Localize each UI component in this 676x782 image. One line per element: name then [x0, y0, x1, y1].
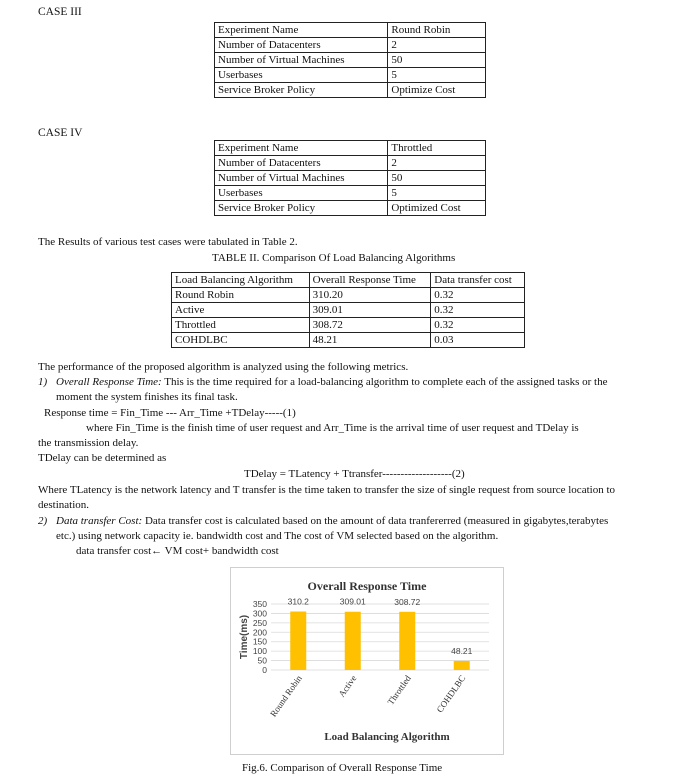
metric-1-number: 1) [38, 376, 48, 388]
y-tick-label: 350 [252, 599, 267, 609]
equation-2: TDelay = TLatency + Ttransfer-------------------(2) [244, 468, 465, 480]
figure-caption: Fig.6. Comparison of Overall Response Time [242, 762, 443, 774]
column-header: Data transfer cost [431, 273, 525, 288]
table-row [215, 186, 486, 201]
table-cell: 0.32 [431, 288, 525, 303]
table-header-row [172, 273, 525, 288]
table-cell: 308.72 [309, 318, 431, 333]
metric-1-body: This is the time required for a load-balancing algorithm to complete each of the assigned tasks or the [161, 376, 608, 388]
metric-2-number: 2) [38, 515, 48, 527]
row-label: Userbases [215, 68, 388, 83]
data-label: 48.21 [451, 645, 473, 656]
metric-1-line2: moment the system finishes its final task. [56, 391, 238, 403]
x-tick-label: Active [336, 673, 359, 699]
table-cell: 309.01 [309, 303, 431, 318]
metric-1-line1 [56, 375, 607, 390]
table-row [215, 171, 486, 186]
row-value: Round Robin [388, 23, 486, 38]
where-1b: the transmission delay. [38, 437, 139, 449]
case-iv-table [214, 140, 486, 216]
row-value: 2 [388, 156, 486, 171]
bar-throttled [399, 612, 415, 670]
y-tick-label: 300 [252, 608, 267, 619]
y-tick-label: 200 [252, 627, 267, 638]
metric-2-line1 [56, 514, 608, 529]
case-iii-table [214, 22, 486, 98]
column-header: Load Balancing Algorithm [172, 273, 310, 288]
where-2a: Where TLatency is the network latency and T transfer is the time taken to transfer the size of single request from source location to [38, 484, 615, 496]
table-cell: 0.32 [431, 303, 525, 318]
row-value: 5 [388, 68, 486, 83]
row-label: Number of Datacenters [215, 156, 388, 171]
table-row [172, 303, 525, 318]
table-cell: 0.32 [431, 318, 525, 333]
table-row [215, 201, 486, 216]
table-cell: Round Robin [172, 288, 310, 303]
where-1: where Fin_Time is the finish time of user request and Arr_Time is the arrival time of user request and TDelay is [86, 422, 579, 434]
table-row [172, 318, 525, 333]
table-row [215, 156, 486, 171]
row-label: Number of Datacenters [215, 38, 388, 53]
data-label: 308.72 [394, 596, 421, 607]
row-value: 2 [388, 38, 486, 53]
table2 [171, 272, 525, 348]
bar-round-robin [290, 612, 306, 670]
table-cell: Throttled [172, 318, 310, 333]
metric-2-body: Data transfer cost is calculated based on the amount of data tranfererred (measured in gigabytes,terabytes [142, 515, 609, 527]
table-row [215, 23, 486, 38]
row-label: Number of Virtual Machines [215, 53, 388, 68]
bar-cohdlbc [454, 661, 470, 670]
y-tick-label: 100 [252, 646, 267, 657]
data-label: 310.2 [287, 596, 309, 607]
bar-active [345, 612, 361, 670]
column-header: Overall Response Time [309, 273, 431, 288]
table-row [215, 83, 486, 98]
where-2b: destination. [38, 499, 90, 511]
table-row [215, 53, 486, 68]
table-cell: 310.20 [309, 288, 431, 303]
table-cell: 0.03 [431, 333, 525, 348]
case-iv-label: CASE IV [38, 127, 83, 139]
table-row [172, 333, 525, 348]
equation-1: Response time = Fin_Time --- Arr_Time +TDelay-----(1) [44, 407, 296, 419]
y-axis-label: Time(ms) [239, 614, 250, 660]
table-cell: Active [172, 303, 310, 318]
results-intro: The Results of various test cases were tabulated in Table 2. [38, 236, 298, 248]
row-label: Number of Virtual Machines [215, 171, 388, 186]
metrics-intro: The performance of the proposed algorithm is analyzed using the following metrics. [38, 361, 409, 373]
case-iii-label: CASE III [38, 6, 82, 18]
row-value: Throttled [388, 141, 486, 156]
row-label: Service Broker Policy [215, 201, 388, 216]
y-tick-label: 150 [252, 636, 267, 647]
table-row [215, 141, 486, 156]
chart-frame [230, 567, 504, 755]
metric-2-title: Data transfer Cost: [56, 515, 143, 527]
x-tick-label: Throttled [385, 673, 413, 707]
equation-3: data transfer cost← VM cost+ bandwidth cost [76, 545, 279, 557]
table-row [215, 68, 486, 83]
table-row [215, 38, 486, 53]
row-value: 50 [388, 171, 486, 186]
row-value: Optimized Cost [388, 201, 486, 216]
metric-1-title: Overall Response Time: [56, 376, 162, 388]
row-label: Experiment Name [215, 23, 388, 38]
chart-title: Overall Response Time [307, 579, 427, 593]
response-time-chart [231, 568, 503, 754]
x-tick-label: COHDLBC [434, 673, 468, 715]
table-cell: 48.21 [309, 333, 431, 348]
row-label: Experiment Name [215, 141, 388, 156]
y-tick-label: 0 [262, 665, 267, 675]
table-row [172, 288, 525, 303]
row-label: Service Broker Policy [215, 83, 388, 98]
metric-2-line2: etc.) using network capacity ie. bandwidth cost and The cost of VM selected based on the algorithm. [56, 530, 499, 542]
y-tick-label: 50 [257, 655, 267, 666]
data-label: 309.01 [339, 596, 366, 607]
tdelay-line: TDelay can be determined as [38, 452, 167, 464]
row-label: Userbases [215, 186, 388, 201]
row-value: 50 [388, 53, 486, 68]
table2-caption: TABLE II. Comparison Of Load Balancing Algorithms [212, 252, 456, 264]
row-value: 5 [388, 186, 486, 201]
x-axis-label: Load Balancing Algorithm [324, 731, 450, 743]
row-value: Optimize Cost [388, 83, 486, 98]
x-tick-label: Round Robin [268, 673, 304, 719]
y-tick-label: 250 [252, 617, 267, 628]
table-cell: COHDLBC [172, 333, 310, 348]
